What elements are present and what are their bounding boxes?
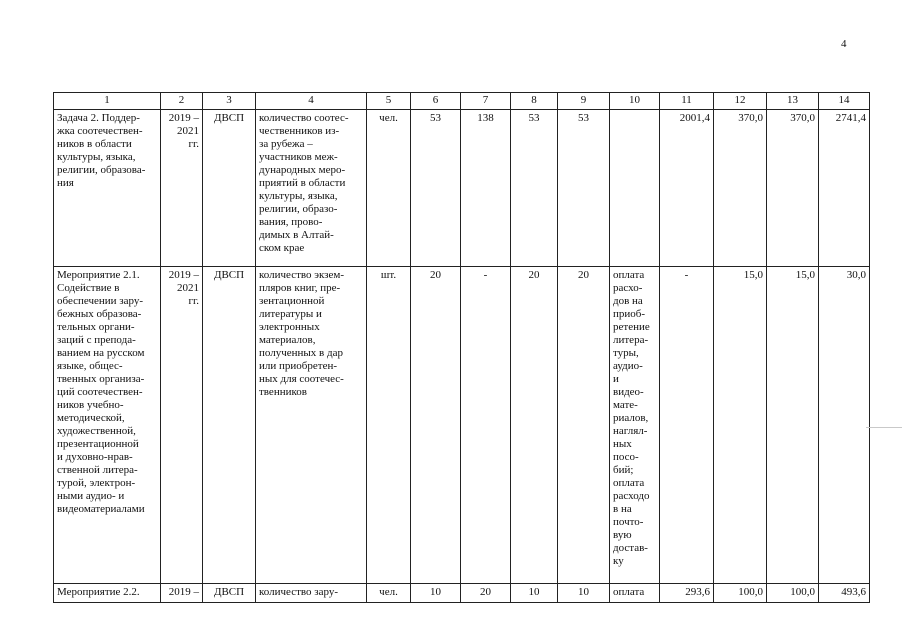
total-amount-cell: 493,6 (819, 584, 870, 603)
column-header: 3 (203, 93, 256, 110)
table-row-measure-2-2 (54, 584, 870, 603)
amount-cell: 15,0 (767, 267, 819, 584)
scan-margin-mark (866, 427, 902, 428)
period-cell: 2019 – (161, 584, 203, 603)
executor-cell: ДВСП (203, 110, 256, 267)
indicator-cell: количество соотес- чественников из- за рубежа – участников меж- дународных меро- приятий в области культуры, языка, религии, образо- вания, прово- димых в Алтай- ском крае (256, 110, 367, 267)
program-table (53, 92, 870, 603)
amount-cell: - (660, 267, 714, 584)
amount-cell: 370,0 (767, 110, 819, 267)
column-header: 14 (819, 93, 870, 110)
period-cell: 2019 – 2021 гг. (161, 110, 203, 267)
executor-cell: ДВСП (203, 267, 256, 584)
header-row (54, 93, 870, 110)
table-row-measure-2-1 (54, 267, 870, 584)
unit-cell: шт. (367, 267, 411, 584)
indicator-cell: количество зару- (256, 584, 367, 603)
page-number: 4 (841, 38, 847, 50)
column-header: 11 (660, 93, 714, 110)
column-header: 5 (367, 93, 411, 110)
program-table-container (53, 92, 870, 603)
amount-cell: 293,6 (660, 584, 714, 603)
task-name-cell: Мероприятие 2.1. Содействие в обеспечении зару- бежных образова- тельных органи- заций с препода- ванием на русском языке, общес- твенных организа- ций соотечествен- ников учебно- методической, художественной, презентационной и духовно-нрав- ственной литера- турой, электрон- ными аудио- и видеоматериалами (54, 267, 161, 584)
value-cell: 53 (411, 110, 461, 267)
value-cell: 10 (558, 584, 610, 603)
value-cell: 20 (558, 267, 610, 584)
value-cell: 53 (511, 110, 558, 267)
value-cell: 53 (558, 110, 610, 267)
column-header: 6 (411, 93, 461, 110)
expense-description-cell: оплата расхо- дов на приоб- ретение литера- туры, аудио- и видео- мате- риалов, наглял- ных посо- бий; оплата расходо в на почто- вую достав- ку (610, 267, 660, 584)
column-header: 7 (461, 93, 511, 110)
value-cell: 138 (461, 110, 511, 267)
column-header: 8 (511, 93, 558, 110)
column-header: 10 (610, 93, 660, 110)
column-header: 1 (54, 93, 161, 110)
total-amount-cell: 2741,4 (819, 110, 870, 267)
column-header: 2 (161, 93, 203, 110)
column-header: 12 (714, 93, 767, 110)
value-cell: 10 (411, 584, 461, 603)
amount-cell: 15,0 (714, 267, 767, 584)
total-amount-cell: 30,0 (819, 267, 870, 584)
expense-description-cell: оплата (610, 584, 660, 603)
value-cell: 20 (461, 584, 511, 603)
value-cell: 20 (411, 267, 461, 584)
indicator-cell: количество экзем- пляров книг, пре- зентационной литературы и электронных материалов, полученных в дар или приобретен- ных для соотечес- твенников (256, 267, 367, 584)
amount-cell: 2001,4 (660, 110, 714, 267)
table-row-task-2 (54, 110, 870, 267)
period-cell: 2019 – 2021 гг. (161, 267, 203, 584)
expense-description-cell (610, 110, 660, 267)
amount-cell: 370,0 (714, 110, 767, 267)
value-cell: 10 (511, 584, 558, 603)
amount-cell: 100,0 (767, 584, 819, 603)
task-name-cell: Задача 2. Поддер- жка соотечествен- ников в области культуры, языка, религии, образова- ния (54, 110, 161, 267)
column-header: 4 (256, 93, 367, 110)
executor-cell: ДВСП (203, 584, 256, 603)
unit-cell: чел. (367, 584, 411, 603)
value-cell: 20 (511, 267, 558, 584)
task-name-cell: Мероприятие 2.2. (54, 584, 161, 603)
column-header: 13 (767, 93, 819, 110)
unit-cell: чел. (367, 110, 411, 267)
value-cell: - (461, 267, 511, 584)
column-header: 9 (558, 93, 610, 110)
amount-cell: 100,0 (714, 584, 767, 603)
